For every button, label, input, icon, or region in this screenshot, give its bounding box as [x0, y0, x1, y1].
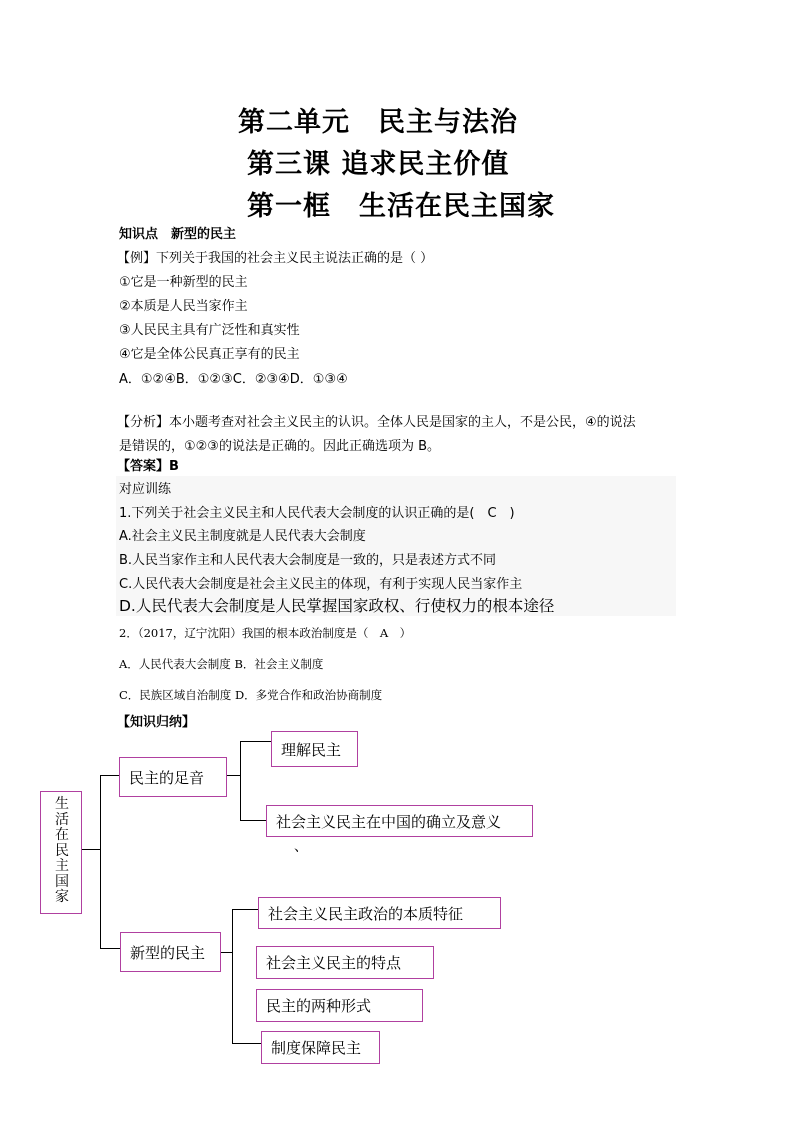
- branch2-trunk: [232, 909, 233, 1044]
- mindmap-branch-2-child-4-label: 制度保障民主: [271, 1039, 362, 1057]
- mindmap-branch-1-child-1: [271, 731, 358, 767]
- mindmap-root: [40, 791, 82, 914]
- stray-mark: 、: [294, 839, 308, 855]
- branch1-trunk: [240, 741, 241, 821]
- example-statement-1: ①它是一种新型的民主: [119, 275, 248, 290]
- practice-q1-option-b: B.人民当家作主和人民代表大会制度是一致的，只是表述方式不同: [119, 553, 497, 568]
- knowledge-point-heading: 知识点 新型的民主: [119, 227, 237, 242]
- example-statement-2: ②本质是人民当家作主: [119, 299, 248, 314]
- mindmap-branch-1-label: 民主的足音: [129, 768, 205, 787]
- example-question: 【例】下列关于我国的社会主义民主说法正确的是（ ）: [117, 251, 434, 266]
- mindmap-branch-2-child-1: [258, 897, 501, 929]
- practice-q1-option-d: D.人民代表大会制度是人民掌握国家政权、行使权力的根本途径: [119, 597, 555, 615]
- lesson-title: 第三课 追求民主价值: [247, 149, 510, 180]
- root-trunk: [100, 775, 101, 949]
- branch2-child1-connector: [232, 909, 258, 910]
- mindmap-branch-1-child-2: [266, 805, 533, 837]
- practice-q2-line-2: C．民族区域自治制度 D．多党合作和政治协商制度: [119, 688, 383, 702]
- example-options: A．①②④B．①②③C．②③④D．①③④: [119, 372, 348, 387]
- analysis-line-2: 是错误的，①②③的说法是正确的。因此正确选项为 B。: [119, 439, 441, 454]
- summary-heading: 【知识归纳】: [117, 715, 196, 730]
- practice-q1-option-a: A.社会主义民主制度就是人民代表大会制度: [119, 529, 366, 544]
- branch2-child4-connector: [232, 1043, 261, 1044]
- mindmap-branch-2-child-2: [256, 946, 434, 979]
- practice-heading: 对应训练: [119, 482, 172, 497]
- mindmap-branch-2-label: 新型的民主: [130, 943, 206, 962]
- branch1-out: [227, 775, 241, 776]
- branch1-child2-connector: [240, 820, 266, 821]
- mindmap-branch-2: [120, 932, 221, 972]
- example-statement-4: ④它是全体公民真正享有的民主: [119, 347, 300, 362]
- branch1-child1-connector: [240, 741, 271, 742]
- practice-q2-line-1: A．人民代表大会制度 B．社会主义制度: [119, 657, 324, 671]
- mindmap-branch-2-child-3: [256, 989, 423, 1022]
- mindmap-branch-1-child-2-label: 社会主义民主在中国的确立及意义: [276, 812, 502, 831]
- answer: 【答案】B: [117, 459, 179, 474]
- analysis-line-1: 【分析】本小题考查对社会主义民主的认识。全体人民是国家的主人，不是公民，④的说法: [117, 415, 636, 430]
- mindmap-root-label: 生活在民主国家: [55, 796, 69, 905]
- mindmap-branch-2-child-1-label: 社会主义民主政治的本质特征: [268, 904, 464, 923]
- mindmap-branch-2-child-2-label: 社会主义民主的特点: [266, 954, 402, 972]
- mindmap-branch-2-child-4: [261, 1031, 380, 1064]
- unit-title: 第二单元 民主与法治: [238, 107, 518, 138]
- mindmap-branch-1: [119, 757, 227, 797]
- practice-question-2: 2．（2017，辽宁沈阳）我国的根本政治制度是（ A ）: [119, 626, 412, 640]
- example-statement-3: ③人民民主具有广泛性和真实性: [119, 323, 300, 338]
- frame-title: 第一框 生活在民主国家: [247, 191, 555, 222]
- branch1-connector: [100, 775, 119, 776]
- practice-q1-option-c: C.人民代表大会制度是社会主义民主的体现，有利于实现人民当家作主: [119, 577, 523, 592]
- branch2-connector: [100, 948, 120, 949]
- mindmap-branch-2-child-3-label: 民主的两种形式: [266, 997, 372, 1015]
- mindmap-branch-1-child-1-label: 理解民主: [281, 740, 342, 759]
- practice-question-1: 1.下列关于社会主义民主和人民代表大会制度的认识正确的是( C ): [119, 506, 515, 521]
- root-connector: [82, 849, 101, 850]
